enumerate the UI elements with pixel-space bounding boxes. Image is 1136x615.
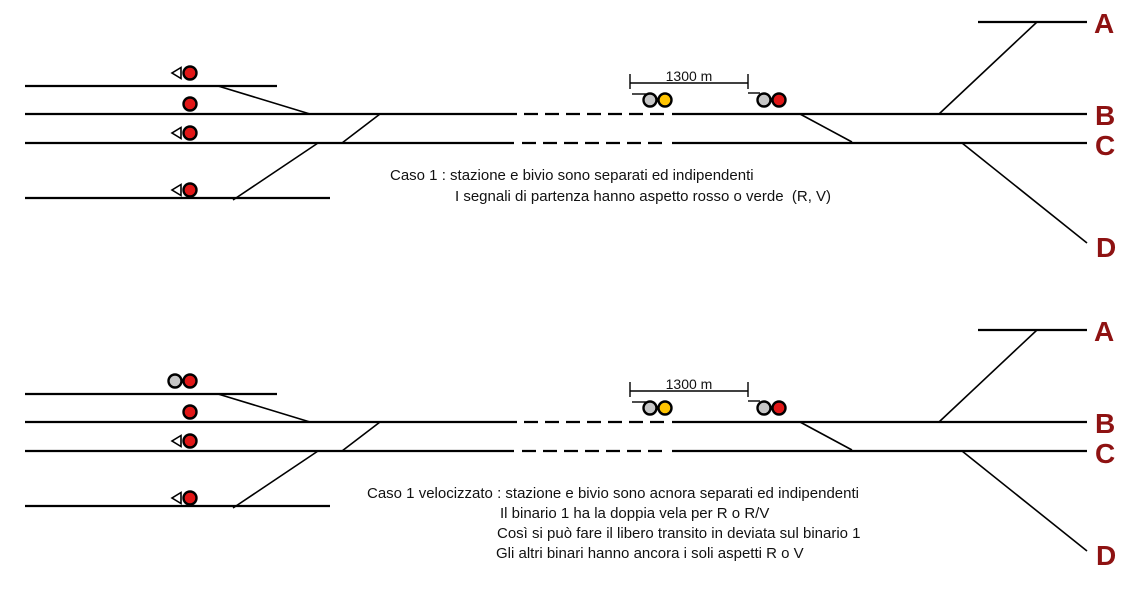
- signal-binario-2: [184, 406, 197, 419]
- signal-binario-4: [172, 492, 197, 505]
- red-signal-lamp-icon: [184, 127, 197, 140]
- switch-binario1-to-b: [218, 86, 310, 114]
- switch-binario4-to-c: [233, 143, 318, 200]
- switch-c-to-d: [962, 143, 1087, 243]
- crossover-c-to-b: [342, 114, 380, 143]
- yellow-signal-lamp-icon: [659, 402, 672, 415]
- red-signal-lamp-icon: [184, 435, 197, 448]
- gray-signal-lamp-icon: [758, 402, 771, 415]
- track-label-c: C: [1095, 130, 1116, 161]
- signal-binario-2: [184, 98, 197, 111]
- track-label-b: B: [1095, 100, 1116, 131]
- crossover-b-to-c: [800, 114, 852, 142]
- track-label-b: B: [1095, 408, 1116, 439]
- caption-line-2: I segnali di partenza hanno aspetto rosso o verde (R, V): [455, 188, 832, 205]
- direction-marker-icon: [172, 68, 181, 79]
- diagram-caso-1: [25, 8, 1116, 263]
- track-label-d: D: [1096, 232, 1117, 263]
- gray-signal-lamp-icon: [644, 402, 657, 415]
- red-signal-lamp-icon: [184, 406, 197, 419]
- distance-label: 1300 m: [665, 68, 713, 84]
- crossover-b-to-c: [800, 422, 852, 450]
- diagram-caso-1-velocizzato: [25, 316, 1116, 571]
- track-label-c: C: [1095, 438, 1116, 469]
- direction-marker-icon: [172, 436, 181, 447]
- red-signal-lamp-icon: [184, 98, 197, 111]
- gray-signal-lamp-icon: [169, 375, 182, 388]
- distance-label: 1300 m: [665, 376, 713, 392]
- switch-c-to-d: [962, 451, 1087, 551]
- signal-avviso: [644, 94, 672, 107]
- red-signal-lamp-icon: [184, 375, 197, 388]
- caption-line-1: Caso 1 velocizzato : stazione e bivio sono acnora separati ed indipendenti: [367, 485, 859, 502]
- signal-protezione-bivio: [758, 402, 786, 415]
- caption-line-4: Gli altri binari hanno ancora i soli aspetti R o V: [496, 545, 804, 562]
- switch-b-to-a: [939, 330, 1037, 422]
- caption-line-2: Il binario 1 ha la doppia vela per R o R/V: [500, 505, 770, 522]
- yellow-signal-lamp-icon: [659, 94, 672, 107]
- signal-binario-1: [172, 67, 197, 80]
- switch-b-to-a: [939, 22, 1037, 114]
- crossover-c-to-b: [342, 422, 380, 451]
- signal-binario-3: [172, 435, 197, 448]
- signal-protezione-bivio: [758, 94, 786, 107]
- red-signal-lamp-icon: [773, 402, 786, 415]
- direction-marker-icon: [172, 185, 181, 196]
- signal-binario-3: [172, 127, 197, 140]
- red-signal-lamp-icon: [184, 184, 197, 197]
- signal-binario-4: [172, 184, 197, 197]
- gray-signal-lamp-icon: [644, 94, 657, 107]
- caption-line-3: Così si può fare il libero transito in deviata sul binario 1: [497, 525, 861, 542]
- track-label-a: A: [1094, 8, 1115, 39]
- direction-marker-icon: [172, 493, 181, 504]
- red-signal-lamp-icon: [184, 492, 197, 505]
- switch-binario1-to-b: [218, 394, 310, 422]
- track-label-d: D: [1096, 540, 1117, 571]
- red-signal-lamp-icon: [184, 67, 197, 80]
- switch-binario4-to-c: [233, 451, 318, 508]
- caption-line-1: Caso 1 : stazione e bivio sono separati ed indipendenti: [390, 167, 754, 184]
- signal-avviso: [644, 402, 672, 415]
- gray-signal-lamp-icon: [758, 94, 771, 107]
- direction-marker-icon: [172, 128, 181, 139]
- track-label-a: A: [1094, 316, 1115, 347]
- red-signal-lamp-icon: [773, 94, 786, 107]
- signal-binario-1-doppia-vela: [169, 375, 197, 388]
